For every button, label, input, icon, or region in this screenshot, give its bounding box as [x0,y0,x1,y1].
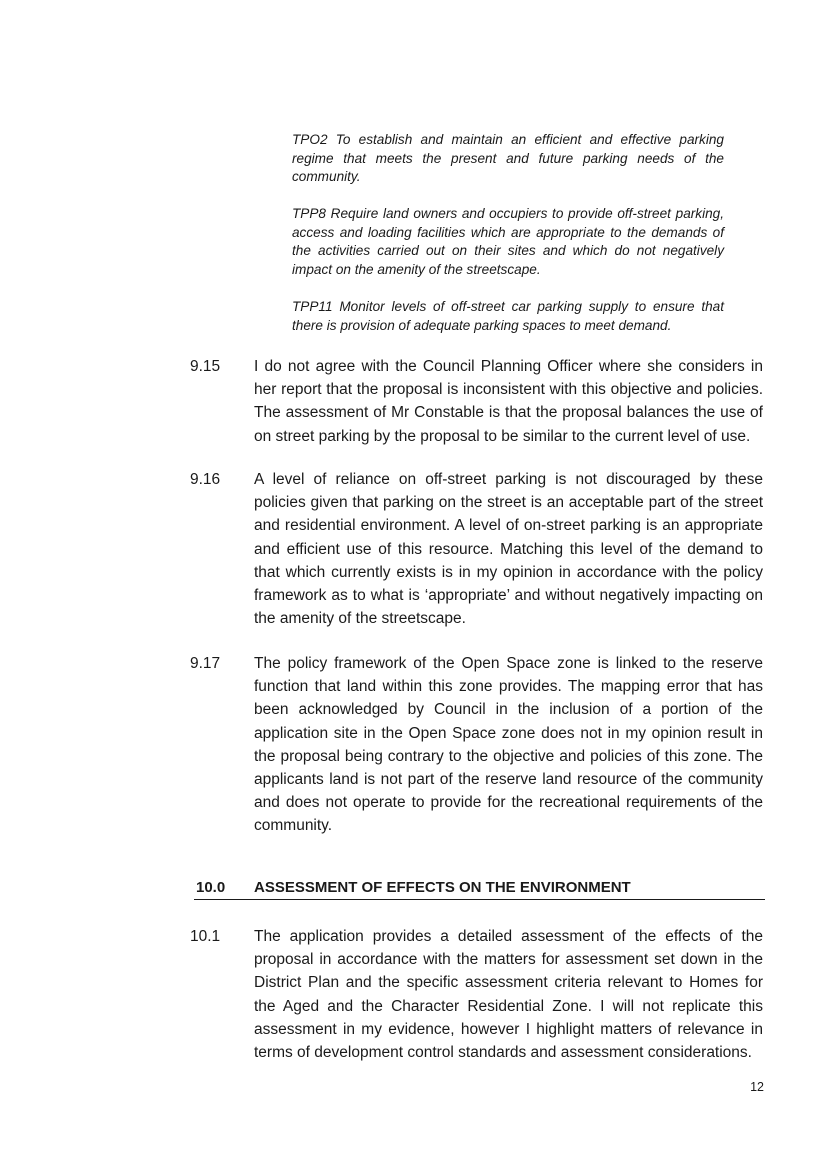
paragraph-number-9-15: 9.15 [190,358,221,375]
policy-quote-tpp11: TPP11 Monitor levels of off-street car parking supply to ensure that there is provision of adequate parking spaces to meet demand. [292,299,724,333]
page-number: 12 [750,1080,764,1094]
policy-quote-tpp8: TPP8 Require land owners and occupiers to provide off-street parking, access and loading facilities which are appropriate to the demands of the activities carried out on their sites and which do not negatively impact on the amenity of the streetscape. [292,206,724,278]
paragraph-text-10-1: The application provides a detailed assessment of the effects of the proposal in accordance with the matters for assessment set down in the District Plan and the specific assessment criteria relevant to Homes for the Aged and the Character Residential Zone. I will not replicate this assessment in my evidence, however I highlight matters of relevance in terms of development control standards and assessment considerations. [254,928,763,1062]
paragraph-text-9-15: I do not agree with the Council Planning Officer where she considers in her report that the proposal is inconsistent with this objective and policies. The assessment of Mr Constable is that the proposal balances the use of on street parking by the proposal to be similar to the current level of use. [254,358,763,445]
paragraph-number-9-17: 9.17 [190,655,221,672]
paragraph-number-9-16: 9.16 [190,471,221,488]
section-heading-title: ASSESSMENT OF EFFECTS ON THE ENVIRONMENT [254,879,631,896]
paragraph-text-9-17: The policy framework of the Open Space zone is linked to the reserve function that land within this zone provides. The mapping error that has been acknowledged by Council in the inclusion of a portion of the application site in the Open Space zone does not in my opinion result in the proposal being contrary to the objective and policies of this zone. The applicants land is not part of the reserve land resource of the community and does not operate to provide for the recreational requirements of the community. [254,655,763,835]
section-heading-number: 10.0 [196,879,226,896]
paragraph-number-10-1: 10.1 [190,928,221,945]
section-heading-rule [194,899,765,900]
policy-quote-tpo2: TPO2 To establish and maintain an efficient and effective parking regime that meets the present and future parking needs of the community. [292,132,724,185]
paragraph-text-9-16: A level of reliance on off-street parking is not discouraged by these policies given that parking on the street is an acceptable part of the street and residential environment. A level of on-street parking is an appropriate and efficient use of this resource. Matching this level of the demand to that which currently exists is in my opinion in accordance with the policy framework as to what is ‘appropriate’ and without negatively impacting on the amenity of the streetscape. [254,471,763,628]
